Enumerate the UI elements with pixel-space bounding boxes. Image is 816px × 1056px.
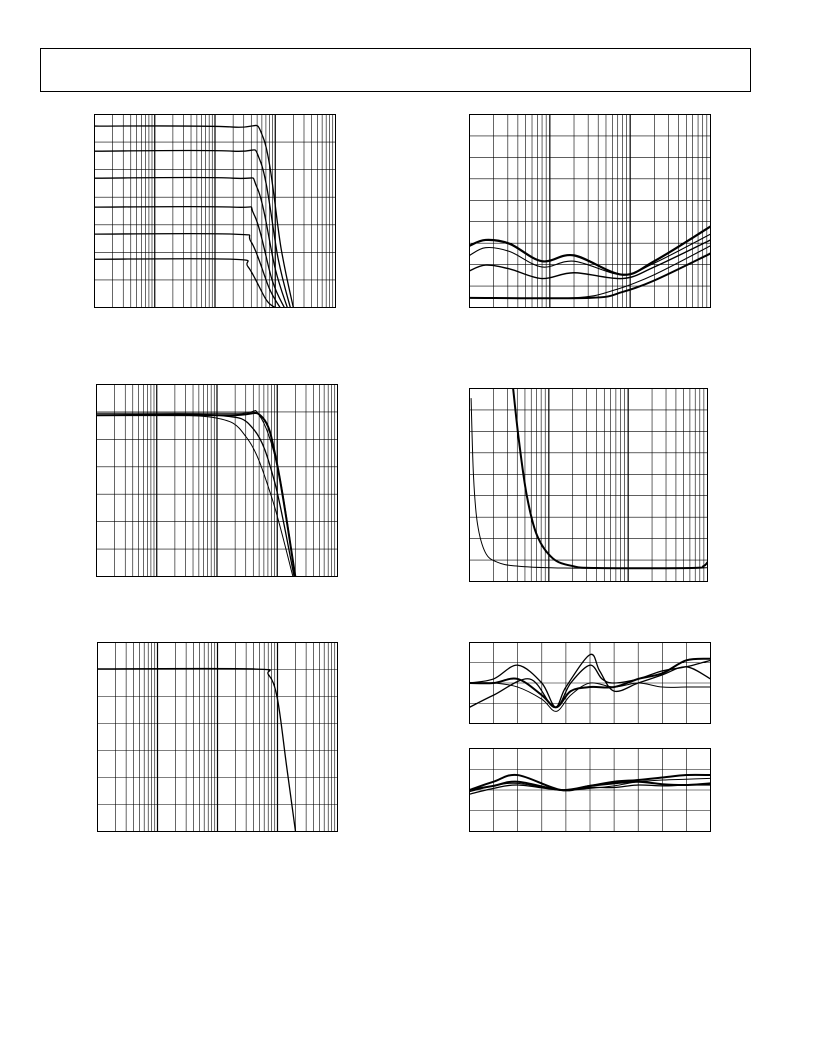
series-line-2 — [470, 240, 711, 279]
plot-grid — [98, 643, 338, 832]
page-header-box — [40, 48, 751, 92]
plot-bottom-right-upper — [469, 642, 711, 724]
series-line-3 — [97, 410, 296, 576]
series-line-4 — [95, 234, 281, 308]
series-line-0 — [98, 669, 296, 832]
series-line-1 — [97, 414, 295, 576]
plot-grid — [470, 389, 708, 582]
plot-grid — [470, 115, 711, 308]
plot-grid — [95, 115, 336, 308]
series-line-1 — [95, 150, 291, 308]
plot-bottom-right-lower — [469, 748, 711, 832]
series-line-4 — [470, 253, 711, 298]
series-line-0 — [97, 413, 296, 577]
plot-grid — [470, 749, 711, 832]
plot-top-left — [94, 114, 336, 308]
plot-frame — [470, 389, 708, 582]
plot-bottom-left — [97, 642, 338, 832]
plot-top-right — [469, 114, 711, 308]
plot-frame — [470, 115, 711, 308]
series-line-5 — [95, 259, 276, 308]
plot-mid-right — [469, 388, 708, 582]
plot-mid-left — [96, 384, 338, 577]
